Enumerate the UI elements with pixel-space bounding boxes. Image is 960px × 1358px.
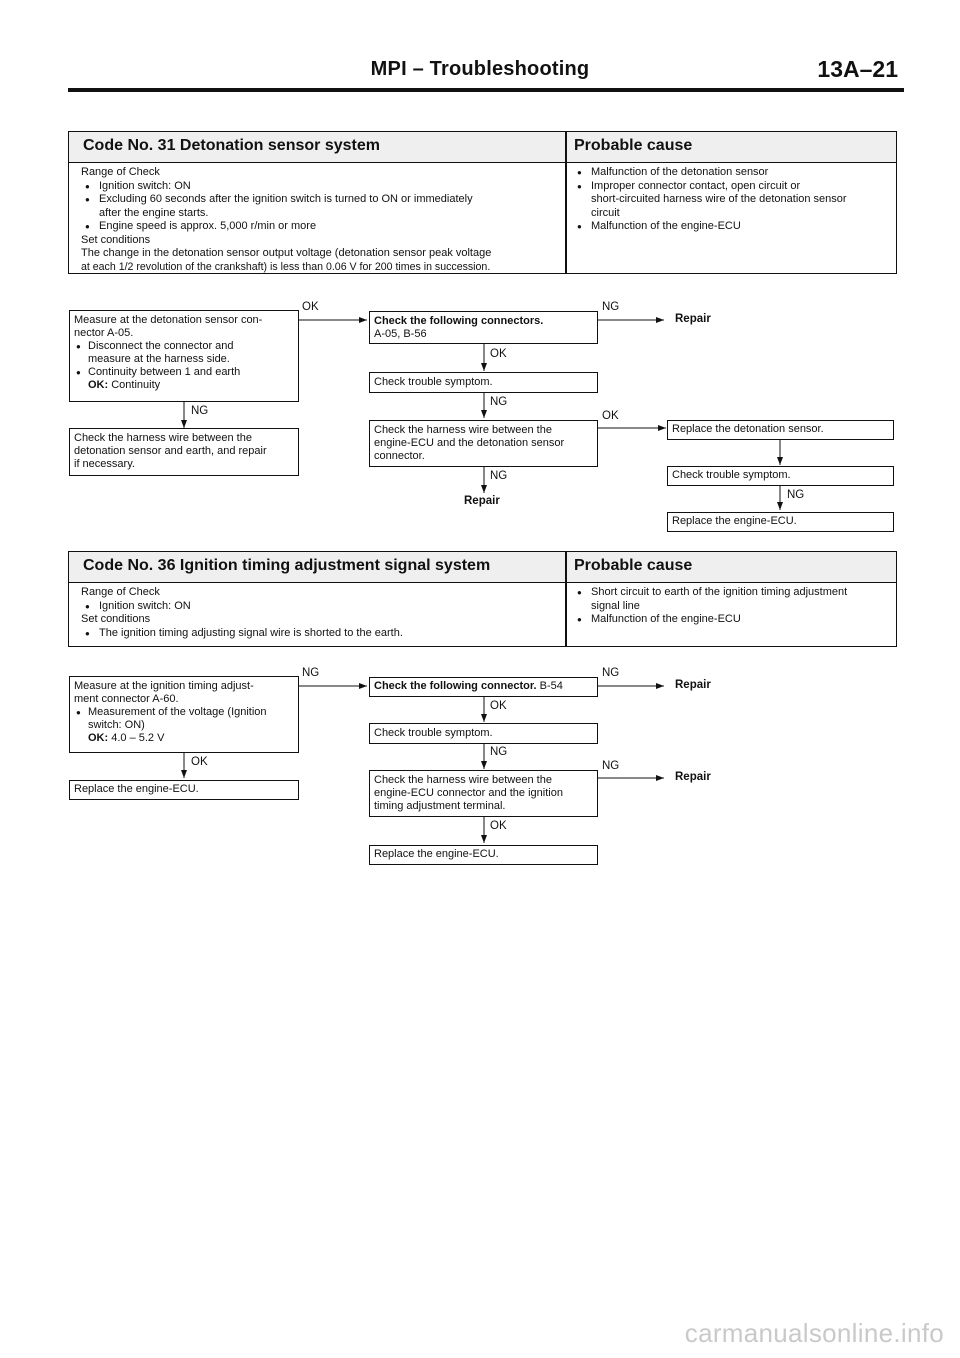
- box-line: Measure at the ignition timing adjust-: [74, 680, 254, 692]
- label-ok: OK: [302, 301, 319, 313]
- repair-text: Repair: [675, 771, 711, 783]
- ok-value: 4.0 – 5.2 V: [111, 732, 165, 744]
- repair-text: Repair: [675, 679, 711, 691]
- cause-item-cont: circuit: [591, 206, 620, 219]
- set-title: Set conditions: [81, 613, 151, 625]
- box-bullet-cont: switch: ON): [88, 719, 145, 731]
- range-item: ● Ignition switch: ON: [81, 180, 561, 194]
- cause-item: ● Malfunction of the engine-ECU: [573, 220, 893, 234]
- label-ok: OK: [490, 700, 507, 712]
- box-line: nector A-05.: [74, 327, 134, 339]
- box-ok-line: [74, 732, 294, 745]
- flow36-box-connector: [369, 677, 598, 697]
- page-number: 13A–21: [817, 56, 898, 82]
- box-ok-line: [74, 379, 294, 392]
- box-tail: B-54: [539, 680, 563, 692]
- box-line: Replace the engine-ECU.: [374, 848, 499, 860]
- label-ok: OK: [490, 820, 507, 832]
- box-bullet: ● Continuity between 1 and earth: [74, 366, 294, 379]
- cause-item: ● Improper connector contact, open circuit or: [573, 180, 893, 194]
- label-ok: OK: [602, 410, 619, 422]
- box-line: Check trouble symptom.: [374, 376, 493, 388]
- cause-item: ● Malfunction of the engine-ECU: [573, 613, 893, 627]
- box-line: Check the harness wire between the: [374, 424, 552, 436]
- label-ng: NG: [191, 405, 209, 417]
- box-line: A-05, B-56: [374, 328, 427, 340]
- box-bullet: ● Disconnect the connector and: [74, 340, 294, 353]
- set-item: ● The ignition timing adjusting signal wire is shorted to the earth.: [81, 627, 561, 641]
- set-line: The change in the detonation sensor output voltage (detonation sensor peak voltage: [81, 247, 492, 259]
- code36-title: Code No. 36 Ignition timing adjustment signal system: [83, 557, 491, 574]
- flow31-box-connectors: [369, 311, 598, 344]
- box-line: connector.: [374, 450, 425, 462]
- flow31-box-harness-ecu: [369, 420, 598, 467]
- flow36-box-measure: [69, 676, 299, 753]
- label-ng: NG: [602, 760, 620, 772]
- code31-cause-title: Probable cause: [574, 137, 693, 154]
- box-line: engine-ECU and the detonation sensor: [374, 437, 565, 449]
- code36-range: [81, 586, 561, 640]
- box-line: Check trouble symptom.: [374, 727, 493, 739]
- range-title: Range of Check: [81, 586, 160, 598]
- box-bold: Check the following connector.: [374, 680, 537, 692]
- box-line: detonation sensor and earth, and repair: [74, 445, 267, 457]
- code36-causes: [573, 586, 893, 627]
- label-ng: NG: [602, 667, 620, 679]
- cause-item-cont: short-circuited harness wire of the detonation sensor: [591, 193, 847, 205]
- ok-key: OK:: [88, 379, 109, 391]
- box-line: Measure at the detonation sensor con-: [74, 314, 263, 326]
- flow31-box-symptom: [369, 372, 598, 393]
- label-ok: OK: [191, 756, 208, 768]
- box-line: Replace the detonation sensor.: [672, 423, 824, 435]
- box-line: engine-ECU connector and the ignition: [374, 787, 563, 799]
- label-ng: NG: [602, 301, 620, 313]
- repair-text: Repair: [464, 495, 500, 507]
- range-title: Range of Check: [81, 166, 160, 178]
- flow36-box-replace-ecu: [69, 780, 299, 800]
- range-item: ● Excluding 60 seconds after the ignition switch is turned to ON or immediately: [81, 193, 561, 207]
- flow31-box-harness-earth: [69, 428, 299, 476]
- label-ng: NG: [490, 470, 508, 482]
- range-item: ● Ignition switch: ON: [81, 600, 561, 614]
- range-item-cont: after the engine starts.: [99, 206, 209, 219]
- code31-title: Code No. 31 Detonation sensor system: [83, 137, 380, 154]
- box-bullet-cont: measure at the harness side.: [88, 353, 230, 365]
- page-title: MPI – Troubleshooting: [370, 58, 590, 80]
- set-title: Set conditions: [81, 233, 151, 246]
- code36-table: [68, 551, 897, 647]
- cause-item-cont: signal line: [591, 599, 640, 612]
- box-line: timing adjustment terminal.: [374, 800, 506, 812]
- flow36-box-harness: [369, 770, 598, 817]
- box-line: if necessary.: [74, 458, 135, 470]
- box-line: Check the harness wire between the: [74, 432, 252, 444]
- box-line: Check the harness wire between the: [374, 774, 552, 786]
- code36-cause-title: Probable cause: [574, 557, 693, 574]
- flow31-box-replace-sensor: [667, 420, 894, 440]
- code36-divider: [565, 552, 567, 646]
- ok-value: Continuity: [111, 379, 161, 391]
- box-line: Check trouble symptom.: [672, 469, 791, 481]
- box-line: [374, 680, 593, 693]
- repair-text: Repair: [675, 313, 711, 325]
- cause-item: ● Short circuit to earth of the ignition timing adjustment: [573, 586, 893, 600]
- label-ng: NG: [490, 746, 508, 758]
- label-ng: NG: [787, 489, 805, 501]
- flow31-box-symptom2: [667, 466, 894, 486]
- range-item: ● Engine speed is approx. 5,000 r/min or more: [81, 220, 561, 234]
- flow31-box-replace-ecu: [667, 512, 894, 532]
- watermark: carmanualsonline.info: [684, 1318, 944, 1348]
- box-bullet: ● Measurement of the voltage (Ignition: [74, 706, 294, 719]
- flow36-box-symptom: [369, 723, 598, 744]
- ok-key: OK:: [88, 732, 109, 744]
- box-line: Replace the engine-ECU.: [74, 783, 199, 795]
- set-line: at each 1/2 revolution of the crankshaft) is less than 0.06 V for 200 times in succession.: [81, 260, 491, 273]
- box-line: Check the following connectors.: [374, 315, 544, 327]
- box-line: Replace the engine-ECU.: [672, 515, 797, 527]
- label-ok: OK: [490, 348, 507, 360]
- label-ng: NG: [490, 396, 508, 408]
- flow36-box-replace-ecu2: [369, 845, 598, 865]
- flow31-box-measure: [69, 310, 299, 402]
- label-ng: NG: [302, 667, 320, 679]
- cause-item: ● Malfunction of the detonation sensor: [573, 166, 893, 180]
- box-line: ment connector A-60.: [74, 693, 179, 705]
